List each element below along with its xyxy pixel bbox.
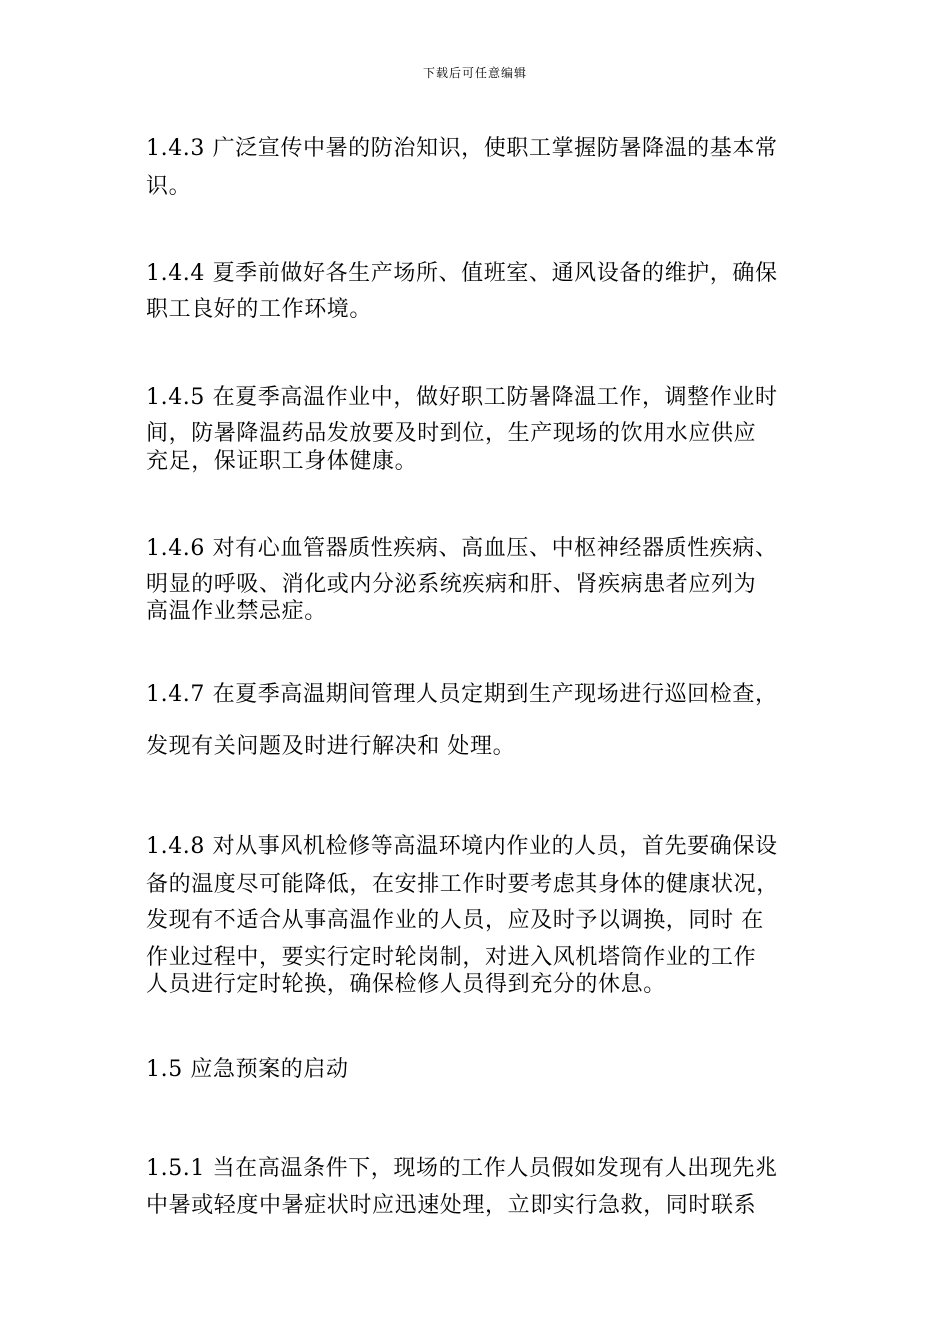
text-line: 间，防暑降温药品发放要及时到位，生产现场的饮用水应供应 xyxy=(146,421,757,446)
text-line: 1.4.6 对有心血管器质性疾病、高血压、中枢神经器质性疾病、 xyxy=(146,536,778,561)
text-line: 备的温度尽可能降低，在安排工作时要考虑其身体的健康状况， xyxy=(146,872,779,897)
text-line: 中暑或轻度中暑症状时应迅速处理，立即实行急救，同时联系 xyxy=(146,1193,757,1218)
text-line: 1.4.7 在夏季高温期间管理人员定期到生产现场进行巡回检查， xyxy=(146,682,778,707)
text-line: 1.4.3 广泛宣传中暑的防治知识，使职工掌握防暑降温的基本常 xyxy=(146,136,778,161)
text-line: 识。 xyxy=(146,174,192,199)
text-line: 1.4.8 对从事风机检修等高温环境内作业的人员，首先要确保设 xyxy=(146,834,778,859)
text-line: 1.4.4 夏季前做好各生产场所、值班室、通风设备的维护，确保 xyxy=(146,261,778,286)
text-line: 明显的呼吸、消化或内分泌系统疾病和肝、肾疾病患者应列为 xyxy=(146,572,757,597)
text-line: 发现有关问题及时进行解决和 处理。 xyxy=(146,734,516,759)
page-header: 下载后可任意编辑 xyxy=(422,66,527,80)
text-line: 高温作业禁忌症。 xyxy=(146,599,327,624)
section-heading: 1.5 应急预案的启动 xyxy=(146,1057,349,1082)
text-line: 充足，保证职工身体健康。 xyxy=(146,449,418,474)
text-line: 1.4.5 在夏季高温作业中，做好职工防暑降温工作，调整作业时 xyxy=(146,385,778,410)
text-line: 作业过程中，要实行定时轮岗制，对进入风机塔筒作业的工作 xyxy=(146,945,757,970)
text-line: 人员进行定时轮换，确保检修人员得到充分的休息。 xyxy=(146,972,666,997)
text-line: 1.5.1 当在高温条件下，现场的工作人员假如发现有人出现先兆 xyxy=(146,1156,778,1181)
text-line: 发现有不适合从事高温作业的人员，应及时予以调换，同时 在 xyxy=(146,908,764,933)
text-line: 职工良好的工作环境。 xyxy=(146,297,373,322)
